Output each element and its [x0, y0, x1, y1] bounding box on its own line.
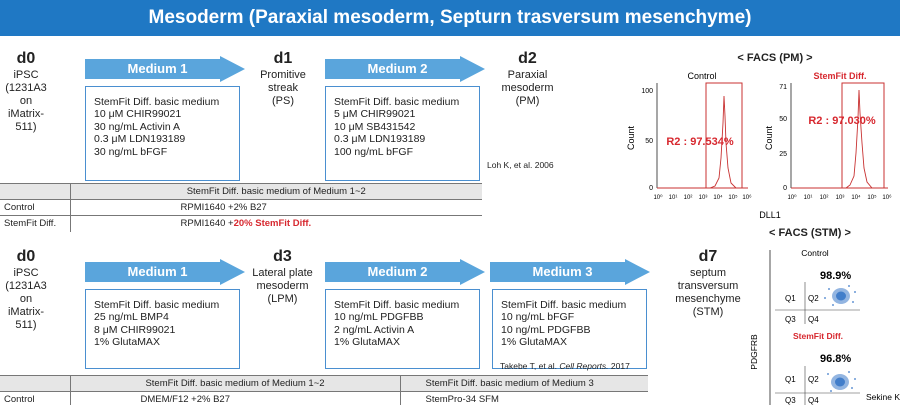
facs-stm-control-percent: 98.9%	[820, 270, 852, 282]
medium-table-1	[0, 183, 482, 232]
svg-text:0: 0	[783, 185, 787, 192]
medium-2-box: StemFit Diff. basic medium 5 μM CHIR99021 10 μM SB431542 0.3 μM LDN193189 100 ng/mL bFGF	[325, 86, 480, 181]
svg-text:Q1: Q1	[785, 375, 796, 384]
svg-text:10¹: 10¹	[668, 195, 678, 201]
facs-pm-gate-stemfit: R2 : 97.030%	[808, 115, 876, 127]
svg-text:10⁵: 10⁵	[728, 195, 738, 201]
medium-table-2	[0, 375, 648, 405]
facs-pm-panel-control-title: Control	[687, 71, 717, 81]
facs-pm-xlabel: DLL1	[759, 210, 781, 220]
svg-text:50: 50	[645, 138, 653, 145]
medium-1-arrow: Medium 1	[85, 56, 245, 82]
page-title: Mesoderm (Paraxial mesoderm, Septurn trasversum mesenchyme)	[0, 0, 900, 36]
facs-stm-stemfit-percent: 96.8%	[820, 353, 852, 365]
facs-pm-title: < FACS (PM) >	[737, 52, 813, 64]
medium-2-arrow-2: Medium 2	[325, 259, 485, 285]
facs-stm-credit: Sekine K	[866, 392, 900, 402]
facs-stm-ylabel: PDGFRB	[749, 334, 759, 370]
svg-text:71: 71	[779, 84, 787, 91]
facs-stm-title: < FACS (STM) >	[769, 227, 851, 239]
facs-stm-control-title: Control	[801, 248, 829, 258]
citation-takebe: Takebe T, et al. Cell Reports. 2017	[500, 361, 630, 371]
svg-text:10⁶: 10⁶	[742, 195, 752, 201]
table-1-header: StemFit Diff. basic medium of Medium 1~2	[70, 184, 482, 200]
medium-3-arrow: Medium 3	[490, 259, 650, 285]
svg-text:10⁶: 10⁶	[882, 195, 892, 201]
stage-d0-ipsc-2: d0 iPSC (1231A3 on iMatrix-511)	[5, 248, 47, 331]
svg-text:10⁴: 10⁴	[851, 195, 861, 201]
svg-text:Q3: Q3	[785, 315, 796, 324]
stage-d0-ipsc: d0 iPSC (1231A3 on iMatrix-511)	[5, 50, 47, 133]
table-row: Control RPMI1640 +2% B27	[0, 200, 482, 216]
medium-2-box-2: StemFit Diff. basic medium 10 ng/mL PDGFBB 2 ng/mL Activin A 1% GlutaMAX	[325, 289, 480, 369]
table-row: StemFit Diff. RPMI1640 +20% StemFit Diff.	[0, 216, 482, 232]
facs-pm-gate-control: R2 : 97.534%	[666, 136, 734, 148]
medium-1-box-2: StemFit Diff. basic medium 25 ng/mL BMP4 8 μM CHIR99021 1% GlutaMAX	[85, 289, 240, 369]
svg-text:Q1: Q1	[785, 294, 796, 303]
facs-pm-panel-stemfit-title: StemFit Diff.	[813, 71, 867, 81]
svg-text:Q4: Q4	[808, 315, 819, 324]
facs-stm-stemfit-title: StemFit Diff.	[792, 331, 844, 341]
svg-text:10⁰: 10⁰	[787, 195, 797, 201]
svg-text:Q2: Q2	[808, 294, 819, 303]
svg-text:10²: 10²	[819, 195, 829, 201]
stage-d2-pm: d2 Paraxial mesoderm (PM)	[501, 50, 554, 107]
table-2-header-right: StemFit Diff. basic medium of Medium 3	[400, 376, 648, 392]
svg-text:10⁵: 10⁵	[867, 195, 877, 201]
svg-text:10²: 10²	[683, 195, 693, 201]
svg-text:Q2: Q2	[808, 375, 819, 384]
stage-d1-ps: d1 Promitive streak (PS)	[260, 50, 306, 107]
svg-text:Q4: Q4	[808, 396, 819, 405]
facs-pm-ylabel: Count	[626, 125, 636, 151]
svg-text:0: 0	[649, 185, 653, 192]
svg-text:25: 25	[779, 151, 787, 158]
medium-1-arrow-2: Medium 1	[85, 259, 245, 285]
svg-text:10³: 10³	[835, 195, 845, 201]
medium-3-box: StemFit Diff. basic medium 10 ng/mL bFGF 10 ng/mL PDGFBB 1% GlutaMAX	[492, 289, 647, 369]
table-2-header-left: StemFit Diff. basic medium of Medium 1~2	[70, 376, 400, 392]
svg-text:Count: Count	[764, 125, 774, 151]
svg-text:10³: 10³	[698, 195, 708, 201]
citation-loh: Loh K, et al. 2006	[487, 160, 554, 170]
medium-1-box: StemFit Diff. basic medium 10 μM CHIR99021 30 ng/mL Activin A 0.3 μM LDN193189 30 ng/mL bFGF	[85, 86, 240, 181]
svg-text:100: 100	[641, 88, 653, 95]
facs-pm-histograms	[620, 68, 900, 223]
stage-d7-stm: d7 septum transversum mesenchyme (STM)	[675, 248, 741, 318]
svg-text:Q3: Q3	[785, 396, 796, 405]
stage-d3-lpm: d3 Lateral plate mesoderm (LPM)	[252, 248, 313, 305]
table-row: Control DMEM/F12 +2% B27 StemPro-34 SFM	[0, 392, 648, 405]
svg-text:10⁴: 10⁴	[713, 195, 723, 201]
facs-stm-plots	[745, 242, 900, 405]
svg-text:10⁰: 10⁰	[653, 195, 663, 201]
svg-text:10¹: 10¹	[803, 195, 813, 201]
medium-2-arrow: Medium 2	[325, 56, 485, 82]
svg-text:50: 50	[779, 116, 787, 123]
